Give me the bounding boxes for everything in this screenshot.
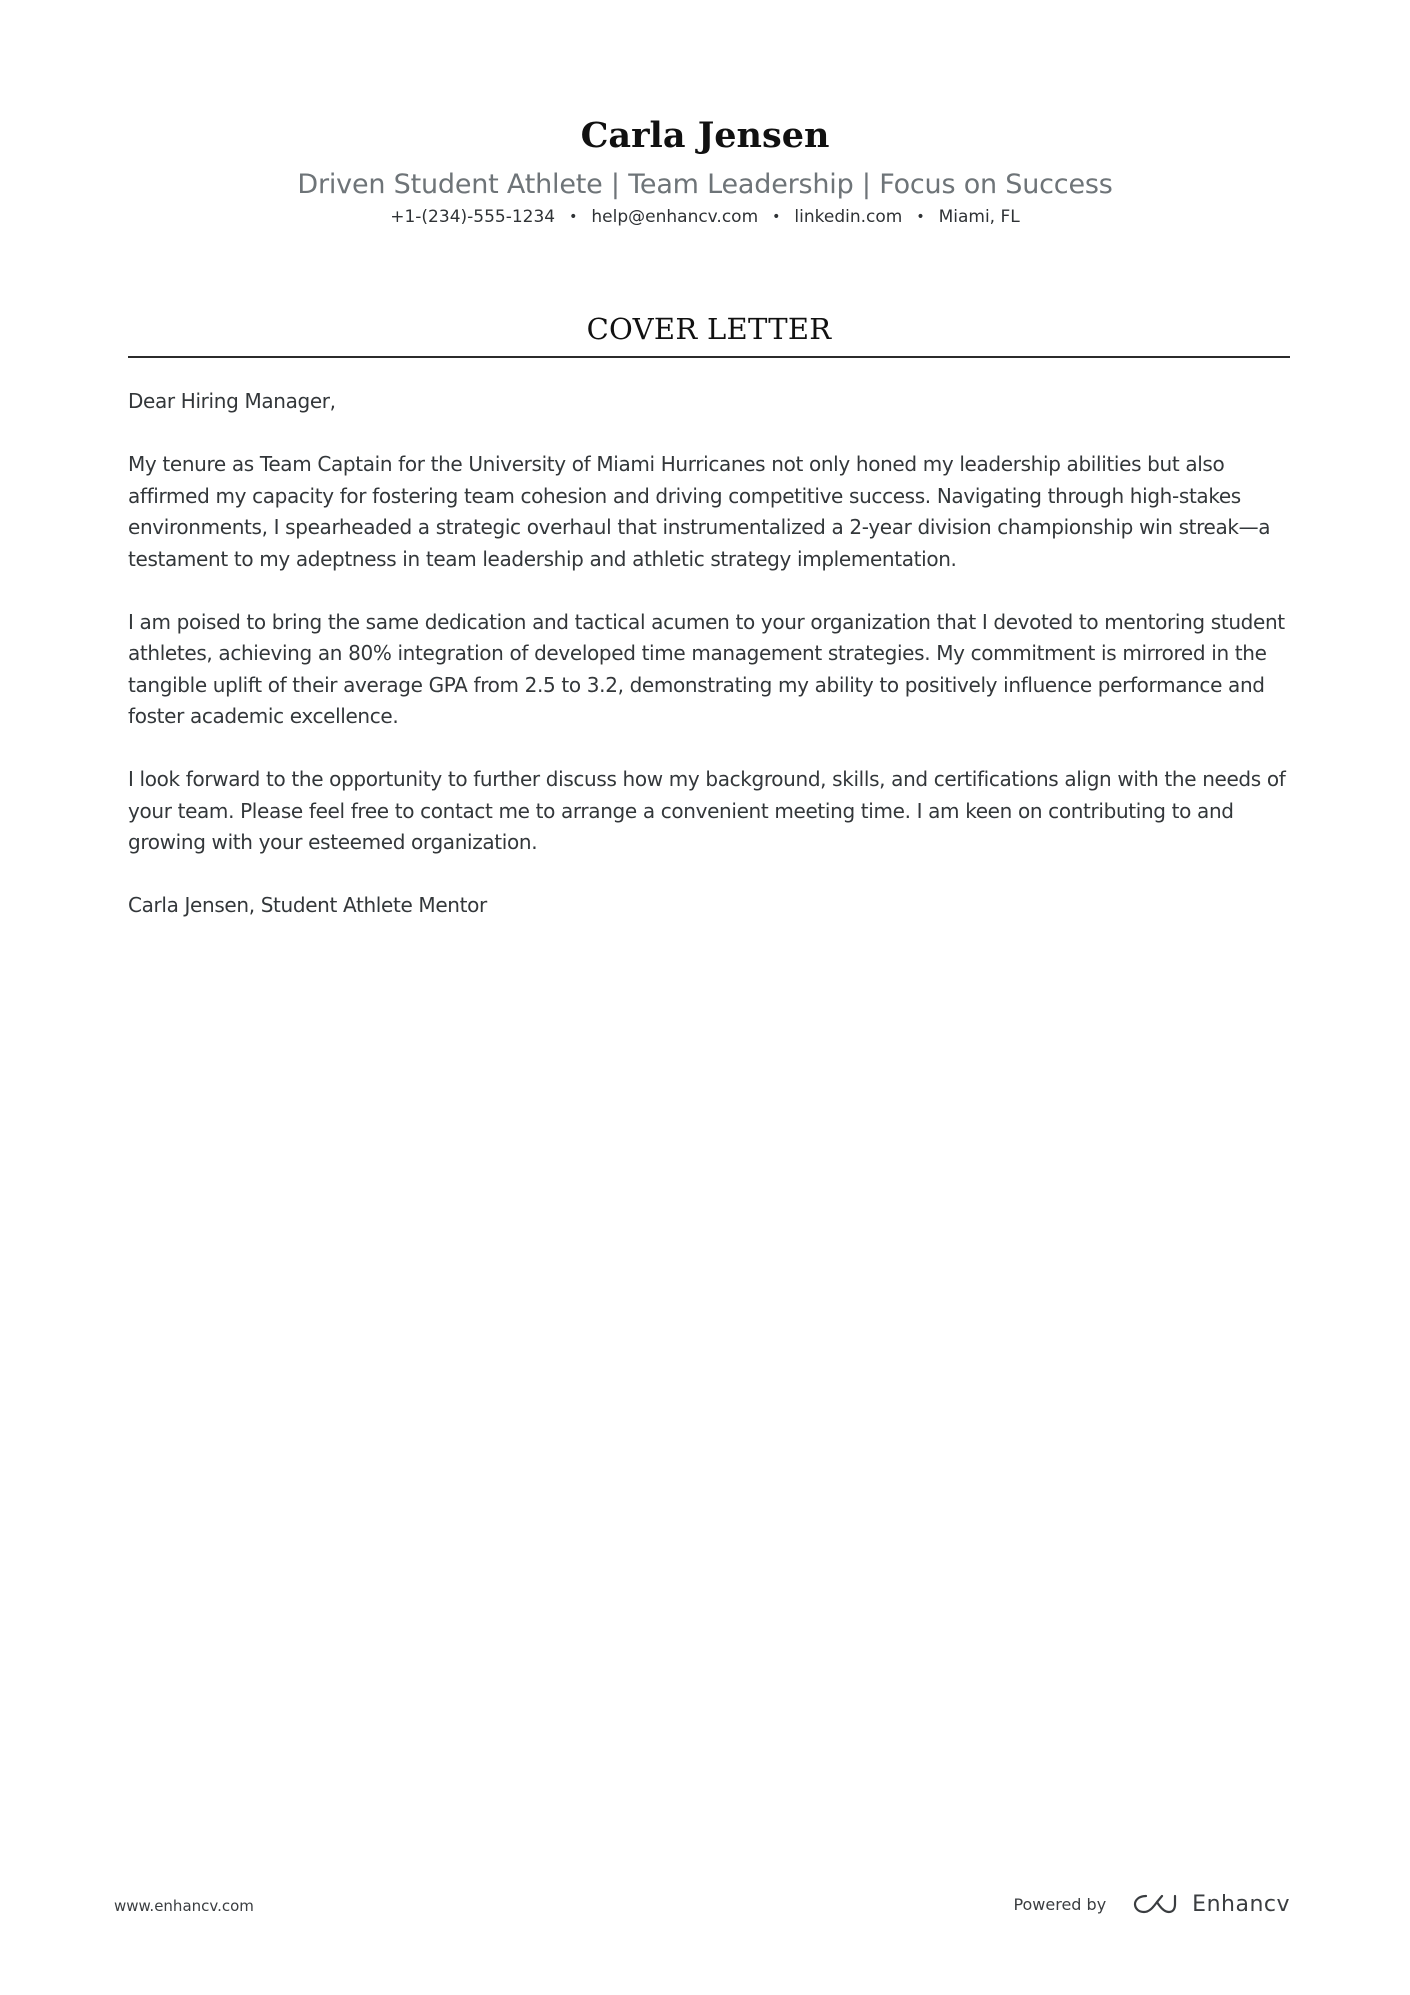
enhancv-logo-icon <box>1132 1892 1178 1916</box>
letter-greeting: Dear Hiring Manager, <box>128 389 336 413</box>
section-title: COVER LETTER <box>586 312 832 346</box>
contact-separator: • <box>772 209 781 225</box>
contact-linkedin[interactable]: linkedin.com <box>794 207 903 227</box>
footer-branding[interactable] <box>1013 1886 1290 1922</box>
enhancv-brand-name: Enhancv <box>1192 1891 1290 1917</box>
letter-paragraph: I am poised to bring the same dedication and tactical acumen to your organization that I devoted to mentoring student athletes, achieving an 80% integration of developed time management strategies. My commitment is mirrored in the tangible uplift of their average GPA from 2.5 to 3.2, demonstrating my ability to positively influence performance and foster academic excellence. <box>128 609 1285 728</box>
footer-website-link[interactable]: www.enhancv.com <box>114 1897 254 1915</box>
resume-header <box>0 112 1410 228</box>
candidate-tagline: Driven Student Athlete | Team Leadership | Focus on Success <box>297 169 1113 200</box>
contact-separator: • <box>569 209 578 225</box>
contact-line <box>0 206 1410 228</box>
contact-separator: • <box>916 209 925 225</box>
section-divider <box>128 356 1290 358</box>
contact-phone[interactable]: +1-(234)-555-1234 <box>390 207 556 227</box>
letter-signature: Carla Jensen, Student Athlete Mentor <box>128 893 487 917</box>
contact-location: Miami, FL <box>938 207 1020 227</box>
letter-body <box>128 386 1290 953</box>
contact-email[interactable]: help@enhancv.com <box>591 207 759 227</box>
candidate-name: Carla Jensen <box>580 115 830 156</box>
letter-paragraph: My tenure as Team Captain for the University of Miami Hurricanes not only honed my leadership abilities but also affirmed my capacity for fostering team cohesion and driving competitive success. Navigating through high-stakes environments, I spearheaded a strategic overhaul that instrumentalized a 2-year division championship win streak—a testament to my adeptness in team leadership and athletic strategy implementation. <box>128 452 1271 571</box>
letter-paragraph: I look forward to the opportunity to further discuss how my background, skills, and certifications align with the needs of your team. Please feel free to contact me to arrange a convenient meeting time. I am keen on contributing to and growing with your esteemed organization. <box>128 767 1286 854</box>
powered-by-label: Powered by <box>1013 1894 1107 1914</box>
